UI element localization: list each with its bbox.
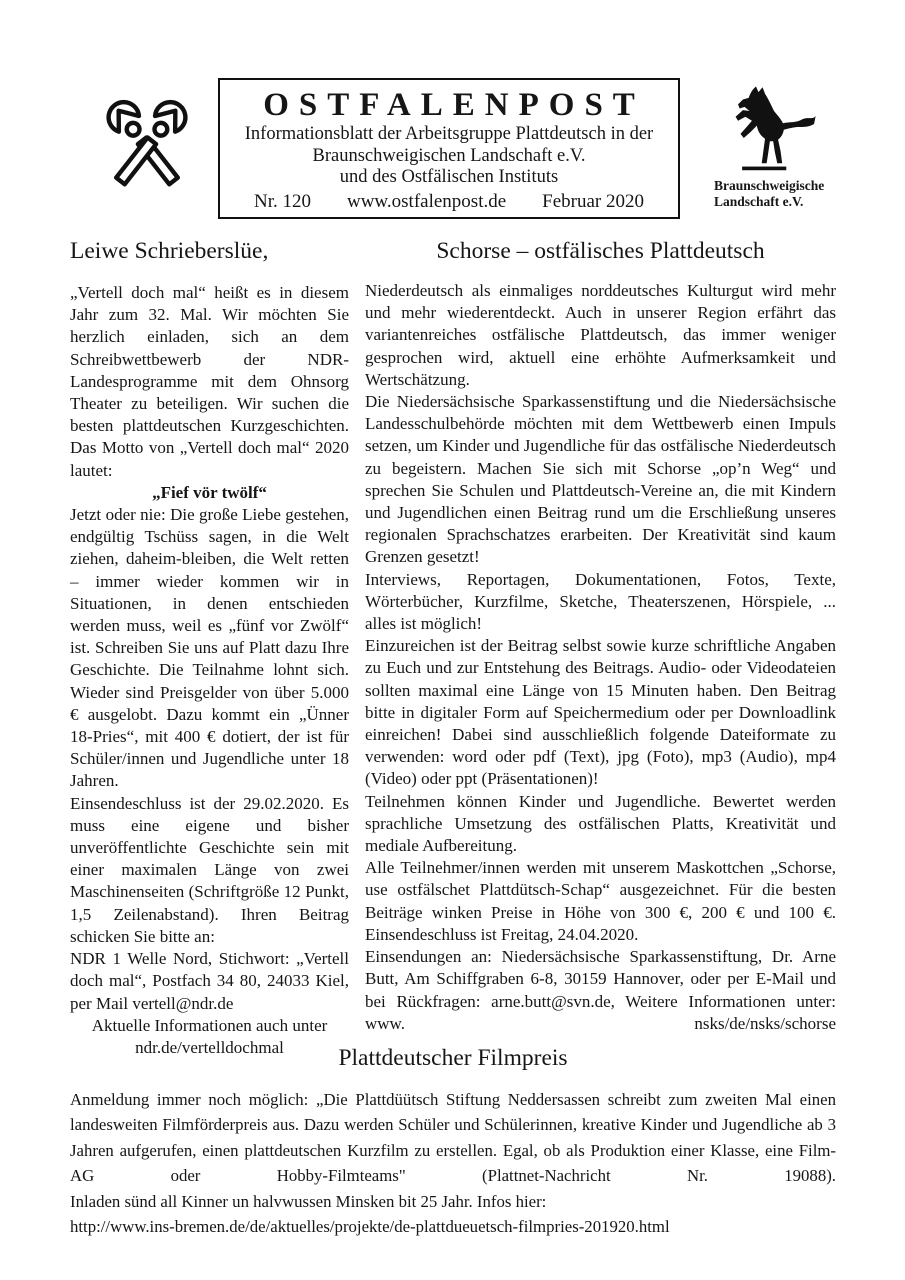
left-paragraph-1: „Vertell doch mal“ heißt es in diesem Jahr zum 32. Mal. Wir möchten Sie herzlich einladen, sich an dem Schreibwettbewerb der NDR-Landesprogramme mit dem Ohnsorg Theater zu beteiligen. Wir suchen die besten plattdeutschen Kurzgeschichten. Das Motto von „Vertell doch mal“ 2020 lautet: (70, 283, 349, 480)
right-paragraph-5: Teilnehmen können Kinder und Jugendliche. Bewertet werden sprachliche Umsetzung des ostfälischen Platts, Kreativität und mediale Aufbereitung. (365, 791, 836, 856)
right-paragraph-3: Interviews, Reportagen, Dokumentationen, Fotos, Texte, Wörterbücher, Kurzfilme, Sketche, Theaterszenen, Hörspiele, ... alles ist möglich! (365, 569, 836, 634)
film-section (70, 1044, 836, 1239)
article-columns (70, 237, 836, 1059)
film-section-heading: Plattdeutscher Filmpreis (338, 1045, 568, 1071)
issue-line (220, 191, 678, 213)
crossed-emblems-icon (88, 98, 206, 196)
masthead-subtitle-1: Informationsblatt der Arbeitsgruppe Plattdeutsch in der (244, 124, 654, 144)
right-paragraph-4: Einzureichen ist der Beitrag selbst sowie kurze schriftliche Angaben zu Euch und zur Entstehung des Beitrags. Audio- oder Videodateien sollten maximal eine Länge von 15 Minuten haben. Den Beitrag bitte in digitaler Form auf Speichermedium oder per Downloadlink einreichen! Dabei sind ausschließlich folgende Dateiformate zu verwenden: word oder pdf (Text), jpg (Foto), mp3 (Audio), mp4 (Video) oder ppt (Präsentationen)! (365, 636, 836, 789)
left-footer-line-2: ndr.de/vertelldochmal (135, 1037, 284, 1057)
film-info-url: http://www.ins-bremen.de/de/aktuelles/projekte/de-plattdueuetsch-filmpries-201920.html (70, 1217, 670, 1237)
right-paragraph-2: Die Niedersächsische Sparkassenstiftung und die Niedersächsische Landesschulbehörde möchten mit dem Wettbewerb einen Impuls setzen, um Kinder und Jugendliche für das ostfälische Niederdeutsch zu begeistern. Machen Sie sich mit Schorse „op’n Weg“ und sprechen Sie Schulen und Plattdeutsch-Vereine an, die mit Kindern und Jugendlichen einen Beitrag rund um die Erschließung unseres regionalen Sprachschatzes erarbeiten. Der Kreativität sind kaum Grenzen gesetzt! (365, 392, 836, 567)
website-text: www.ostfalenpost.de (346, 190, 507, 212)
masthead-subtitle-3: und des Ostfälischen Instituts (339, 167, 559, 187)
logo-caption-line-2: Landschaft e.V. (714, 194, 804, 209)
film-paragraph-2: Inladen sünd all Kinner un halvwussen Minsken bit 25 Jahr. Infos hier: (70, 1191, 547, 1211)
right-column-heading: Schorse – ostfälisches Plattdeutsch (436, 238, 765, 264)
left-paragraph-3: Einsendeschluss ist der 29.02.2020. Es muss eine eigene und bisher unveröffentlichte Geschichte sein mit einer maximalen Länge von zwei Maschinenseiten (Schriftgröße 12 Punkt, 1,5 Zeilenabstand). Ihren Beitrag schicken Sie bitte an: (70, 793, 349, 946)
right-paragraph-6: Alle Teilnehmer/innen werden mit unserem Maskottchen „Schorse, use ostfälschet Plattdütsch-Schap“ ausgezeichnet. Für die besten Beiträge winken Preise in Höhe von 300 €, 200 € und 100 €. Einsendeschluss ist Freitag, 24.04.2020. (365, 858, 836, 944)
braunschweigische-landschaft-logo (710, 84, 840, 210)
left-footer-line-1: Aktuelle Informationen auch unter (91, 1015, 328, 1035)
right-paragraph-1: Niederdeutsch als einmaliges norddeutsches Kulturgut wird mehr und mehr wiederentdeckt. Auch in unserer Region erfährt das variantenreiches ostfälische Plattdeutsch, das immer weniger gesprochen wird, aktuell eine erhöhte Aufmerksamkeit und Wertschätzung. (365, 281, 836, 389)
logo-caption-line-1: Braunschweigische (714, 178, 825, 193)
film-paragraph-1: Anmeldung immer noch möglich: „Die Plattdüütsch Stiftung Neddersassen schreibt zum zweiten Mal einen landesweiten Filmförderpreis aus. Dazu werden Schüler und Schülerinnen, kreative Kinder und Jugendliche ab 3 Jahren aufgerufen, einen plattdeutschen Kurzfilm zu erstellen. Egal, ob als Produktion einer Klasse, eine Film-AG oder Hobby-Filmteams" (Plattnet-Nachricht Nr. 19088). (70, 1090, 836, 1186)
newsletter-title: OSTFALENPOST (263, 87, 645, 123)
issue-number: Nr. 120 (254, 190, 311, 212)
rearing-horse-icon (718, 84, 830, 178)
contest-motto: „Fief vör twölf“ (152, 482, 267, 502)
masthead-subtitle-2: Braunschweigischen Landschaft e.V. (312, 145, 586, 166)
right-paragraph-7: Einsendungen an: Niedersächsische Sparkassenstiftung, Dr. Arne Butt, Am Schiffgraben 6-8, 30159 Hannover, oder per E-Mail und bei Rückfragen: arne.butt@svn.de, Weitere Informationen unter: www. nsks/de/nsks/schorse (365, 947, 836, 1033)
column-left (70, 237, 349, 1059)
masthead-box (218, 78, 680, 219)
left-paragraph-2: Jetzt oder nie: Die große Liebe gestehen, endgültig Tschüss sagen, in die Welt ziehen, daheim-bleiben, die Welt retten – immer wieder kommen wir in Situationen, in denen entschieden werden muss, weil es „fünf vor Zwölf“ ist. Schreiben Sie uns auf Platt dazu Ihre Geschichte. Die Teilnahme lohnt sich. Wieder sind Preisgelder von über 5.000 € ausgelobt. Dazu kommt ein „Ünner 18-Pries“, mit 400 € dotiert, der ist für Schüler/innen und Jugendliche unter 18 Jahren. (70, 505, 349, 791)
column-right (365, 237, 836, 1059)
issue-date: Februar 2020 (542, 190, 644, 212)
left-paragraph-4: NDR 1 Welle Nord, Stichwort: „Vertell doch mal“, Postfach 34 80, 24033 Kiel, per Mail vertell@ndr.de (70, 949, 349, 1013)
left-column-heading: Leiwe Schrieberslüe, (70, 238, 269, 264)
